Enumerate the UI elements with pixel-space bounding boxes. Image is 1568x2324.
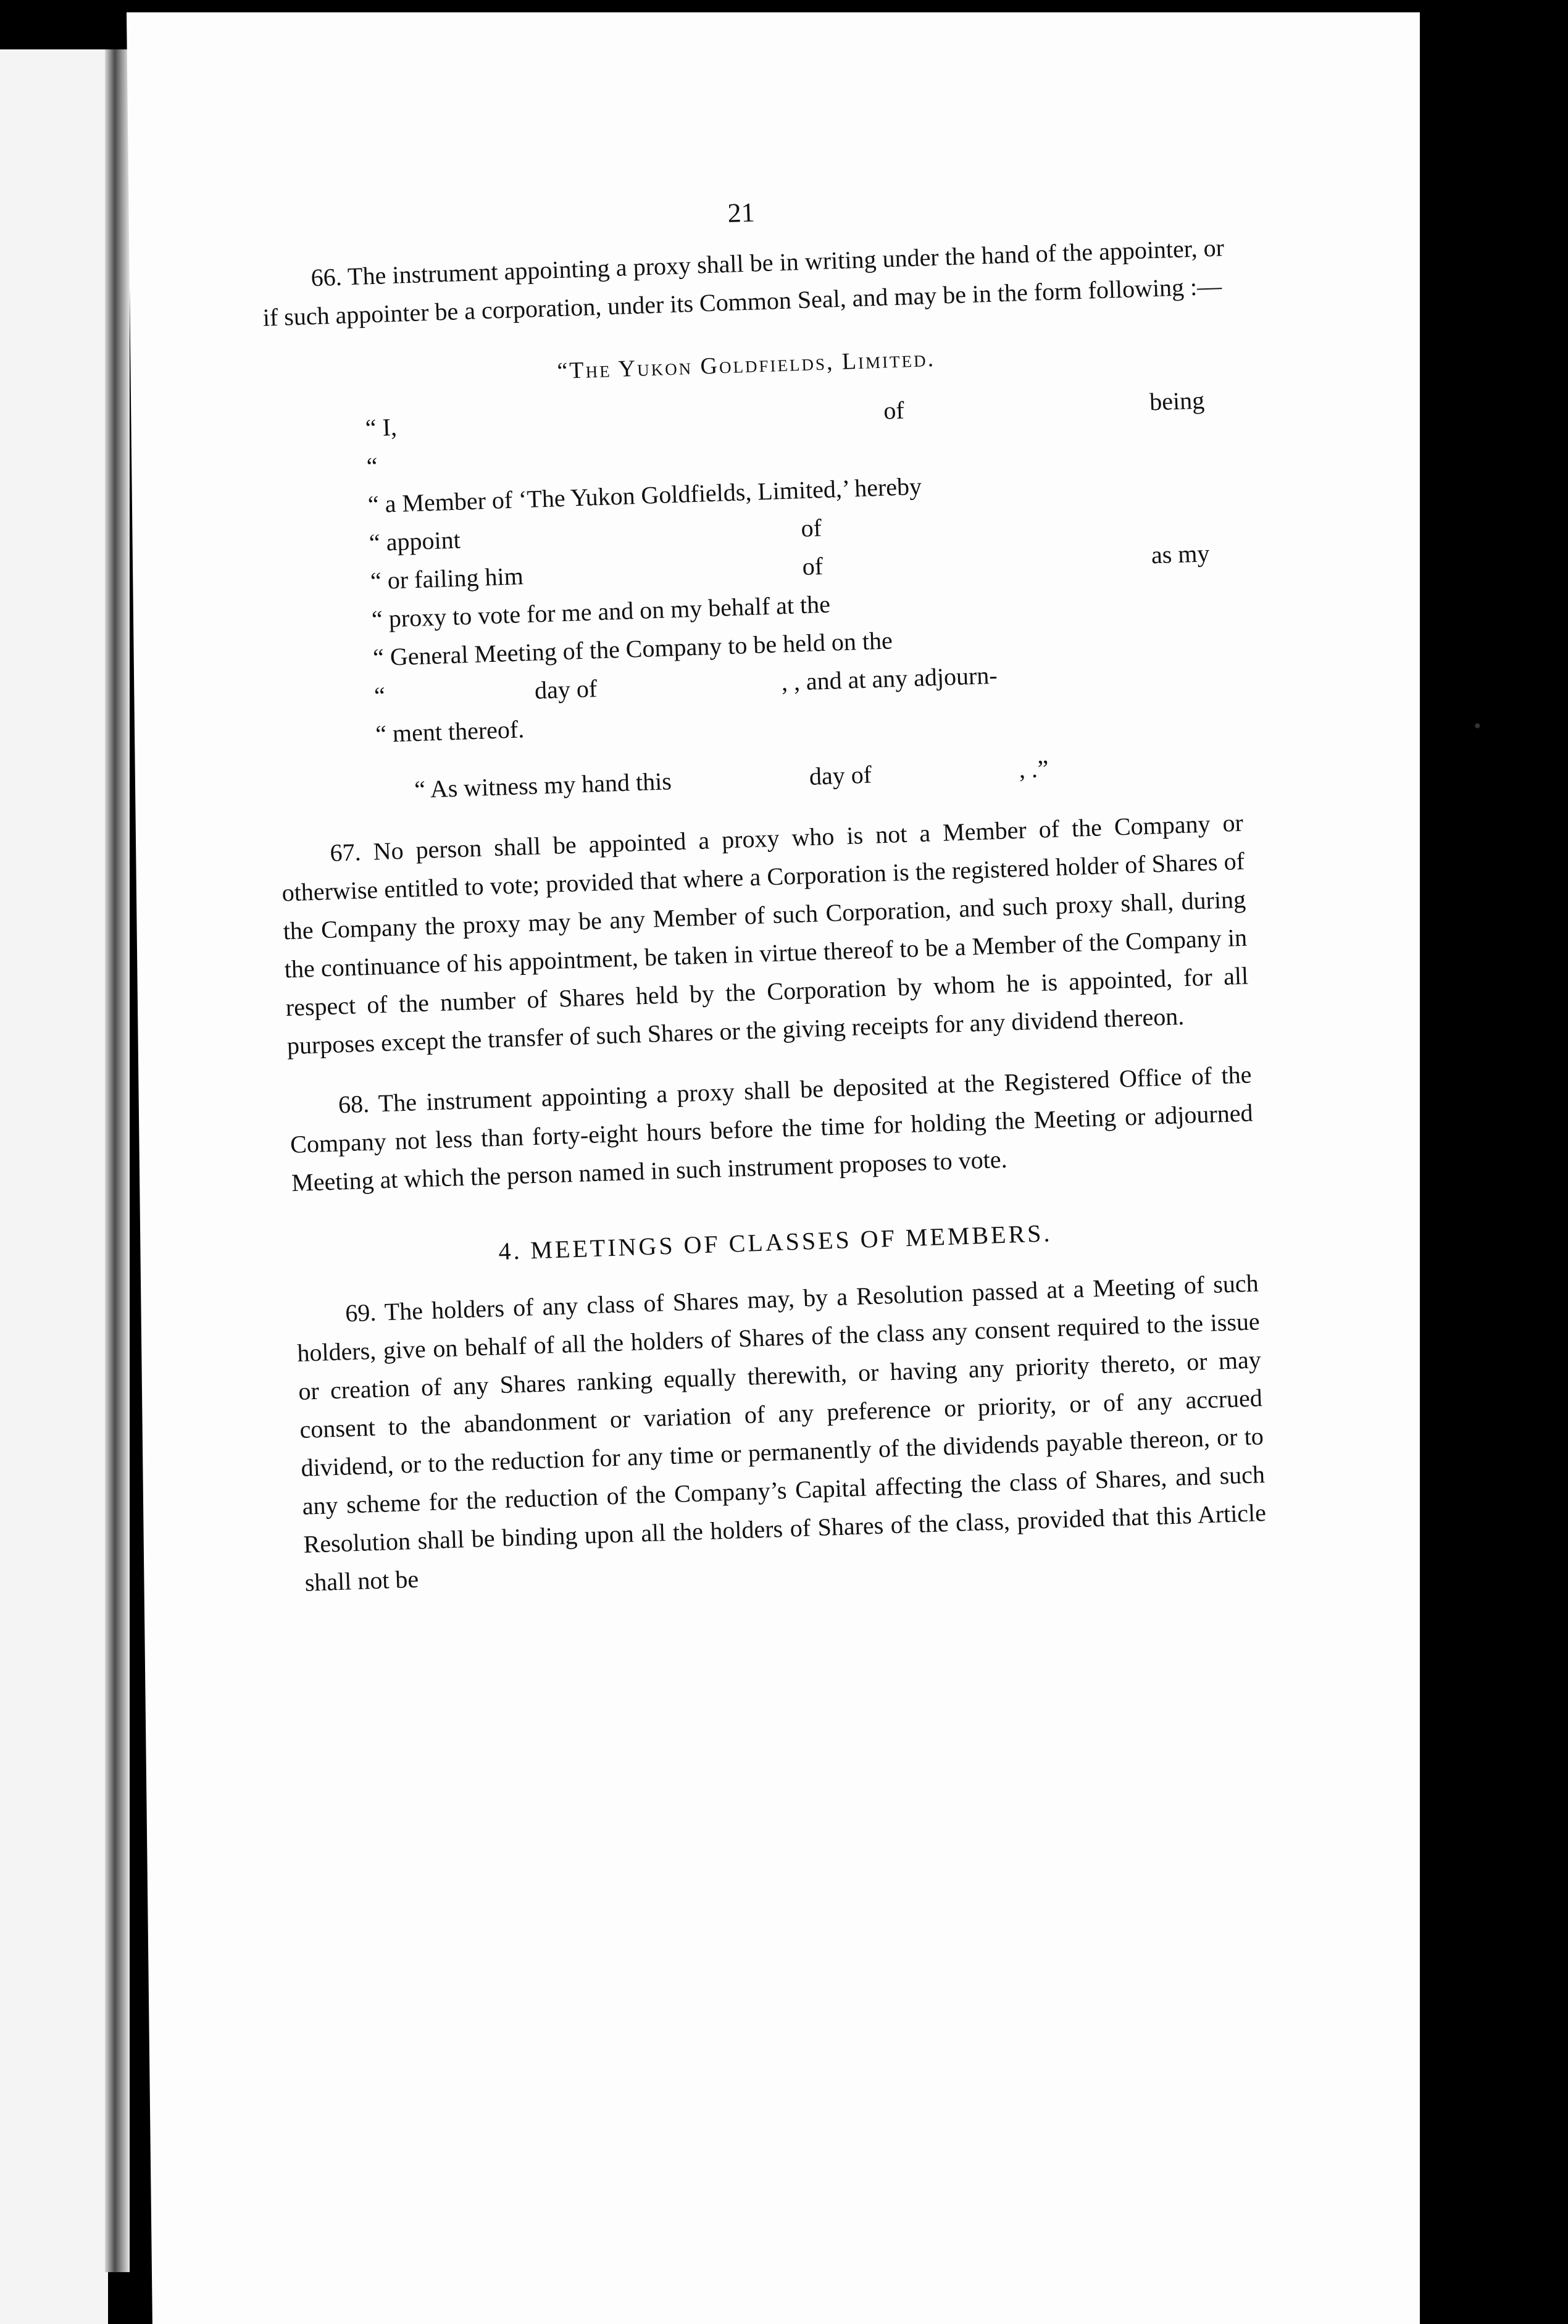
- form-line-start: “ General Meeting of the Company to be held on the: [372, 626, 893, 672]
- page-number: 21: [727, 197, 756, 228]
- form-line-start: “ appoint: [369, 525, 461, 557]
- page-text: [259, 178, 1269, 1624]
- form-line-start: “: [373, 681, 386, 710]
- proxy-form-title: “The Yukon Goldfields, Limited.: [556, 345, 936, 385]
- form-witness-middle: day of: [809, 760, 872, 790]
- article-67: 67. No person shall be appointed a proxy who is not a Member of the Company or otherwise entitled to vote; provided that where a Corporation is the registered holder of Shares of the Company the proxy may be any Member of such Corporation, and such proxy shall, during the continuance of his appointment, be taken in virtue thereof to be a Member of the Company in respect of the number of Shares held by the Corporation by whom he is appointed, for all purposes except the transfer of such Shares or the giving receipts for any dividend thereon.: [281, 808, 1249, 1060]
- article-69: 69. The holders of any class of Shares may, by a Resolution passed at a Meeting of such holders, give on behalf of all the holders of Shares of the class any consent required to the issue or creation of any Shares ranking equally therewith, or having any priority thereto, or may consent to the abandonment or variation of any preference or priority, or of any accrued dividend, or to the reduction for any time or permanently of the dividends payable thereon, or to any scheme for the reduction of the Company’s Capital affecting the class of Shares, and such Resolution shall be binding upon all the holders of Shares of the class, provided that this Article shall not be: [296, 1269, 1267, 1597]
- form-line-start: “ a Member of ‘The Yukon Goldfields, Limited,’ hereby: [367, 472, 922, 519]
- form-line-middle: of: [800, 514, 822, 543]
- form-line-end: as my: [1151, 539, 1211, 569]
- form-line-start: “: [366, 451, 378, 480]
- article-66: 66. The instrument appointing a proxy shall be in writing under the hand of the appointer, or if such appointer be a corporation, under its Common Seal, and may be in the form following :—: [262, 233, 1225, 332]
- form-witness-start: “ As witness my hand this: [414, 767, 672, 804]
- section-heading: 4. MEETINGS OF CLASSES OF MEMBERS.: [498, 1219, 1053, 1266]
- left-page-edge: [0, 49, 108, 2324]
- paper-speck: •: [1472, 716, 1483, 737]
- form-line-middle: of: [883, 396, 905, 425]
- form-line-middle: day of: [534, 674, 598, 704]
- proxy-form: [365, 381, 1217, 810]
- article-68: 68. The instrument appointing a proxy shall be deposited at the Registered Office of the Company not less than forty-eight hours before the time for holding the Meeting or adjourned Meeting at which the person named in such instrument proposes to vote.: [290, 1060, 1254, 1197]
- form-line-end: , , and at any adjourn-: [781, 661, 998, 696]
- form-line-middle: of: [801, 552, 824, 581]
- form-line-start: “ proxy to vote for me and on my behalf at the: [371, 590, 831, 633]
- form-line-start: “ I,: [365, 412, 398, 442]
- form-witness-end: , .”: [1018, 754, 1049, 784]
- book-gutter: [105, 49, 130, 2272]
- form-line-start: “ or failing him: [370, 562, 524, 595]
- form-witness-line: [377, 744, 1217, 810]
- form-line-end: being: [1149, 386, 1205, 416]
- form-line-start: “ ment thereof.: [375, 715, 525, 748]
